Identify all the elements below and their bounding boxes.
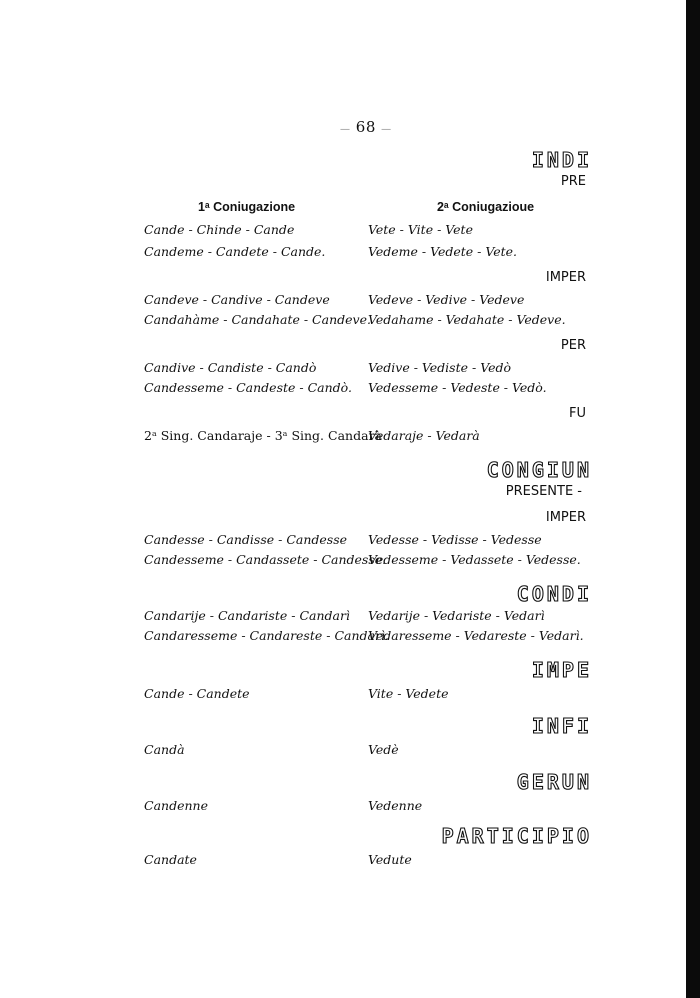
section-sub-imperfetto: IMPER: [545, 270, 586, 285]
row-pres1-col2: Vete - Vite - Vete: [368, 222, 473, 237]
section-title-infinito: INFI: [531, 714, 592, 738]
heading-col2: 2ᵃ Coniugazioue: [437, 200, 535, 214]
row-inf1-col2: Vedè: [368, 742, 399, 757]
section-sub-presente: PRE: [560, 174, 586, 189]
row-cond2-col2: Vedaresseme - Vedareste - Vedarì.: [368, 628, 584, 643]
row-perf2-col1: Candesseme - Candeste - Candò.: [144, 380, 352, 395]
row-pres2-col2: Vedeme - Vedete - Vete.: [368, 244, 518, 259]
section-sub-perfetto: PER: [560, 338, 586, 353]
row-cond1-col2: Vedarije - Vedariste - Vedarì: [368, 608, 545, 623]
section-sub-futuro: FU: [569, 406, 586, 421]
page-number: — 68 —: [340, 118, 392, 136]
row-pres2-col1: Candeme - Candete - Cande.: [144, 244, 326, 259]
row-pres1-col1: Cande - Chinde - Cande: [144, 222, 295, 237]
row-cong1-col2: Vedesse - Vedisse - Vedesse: [368, 532, 542, 547]
row-part1-col2: Vedute: [368, 852, 412, 867]
row-impv1-col2: Vite - Vedete: [368, 686, 449, 701]
row-cong2-col1: Candesseme - Candassete - Candesse.: [144, 552, 387, 567]
row-imp2-col1: Candahàme - Candahate - Candeve.: [144, 312, 371, 327]
section-title-congiuntivo: CONGIUN: [486, 458, 592, 482]
row-imp2-col2: Vedahame - Vedahate - Vedeve.: [368, 312, 566, 327]
row-perf1-col1: Candive - Candiste - Candò: [144, 360, 317, 375]
section-title-condizionale: CONDI: [516, 582, 592, 606]
row-perf2-col2: Vedesseme - Vedeste - Vedò.: [368, 380, 547, 395]
row-cong2-col2: Vedesseme - Vedassete - Vedesse.: [368, 552, 581, 567]
row-imp1-col2: Vedeve - Vedive - Vedeve: [368, 292, 525, 307]
section-title-indicativo: INDI: [531, 148, 592, 172]
section-sub-presente-cong: PRESENTE -: [505, 484, 582, 499]
section-title-imperativo: IMPE: [531, 658, 592, 682]
row-ger1-col2: Vedenne: [368, 798, 423, 813]
row-fut1-col1: 2ᵃ Sing. Candaraje - 3ᵃ Sing. Candarà: [144, 428, 382, 443]
section-sub-imperfetto-cong: IMPER: [545, 510, 586, 525]
section-title-participio: PARTICIPIO: [441, 824, 592, 848]
row-perf1-col2: Vedive - Vediste - Vedò: [368, 360, 511, 375]
section-title-gerundio: GERUN: [516, 770, 592, 794]
heading-col1: 1ᵃ Coniugazione: [198, 200, 296, 214]
row-inf1-col1: Candà: [144, 742, 185, 757]
row-cond1-col1: Candarije - Candariste - Candarì: [144, 608, 350, 623]
row-imp1-col1: Candeve - Candive - Candeve: [144, 292, 330, 307]
row-impv1-col1: Cande - Candete: [144, 686, 250, 701]
row-cond2-col1: Candaresseme - Candareste - Candarì.: [144, 628, 389, 643]
row-fut1-col2: Vedaraje - Vedarà: [368, 428, 480, 443]
page-edge-shadow: [686, 0, 700, 998]
row-ger1-col1: Candenne: [144, 798, 208, 813]
row-cong1-col1: Candesse - Candisse - Candesse: [144, 532, 348, 547]
row-part1-col1: Candate: [144, 852, 197, 867]
